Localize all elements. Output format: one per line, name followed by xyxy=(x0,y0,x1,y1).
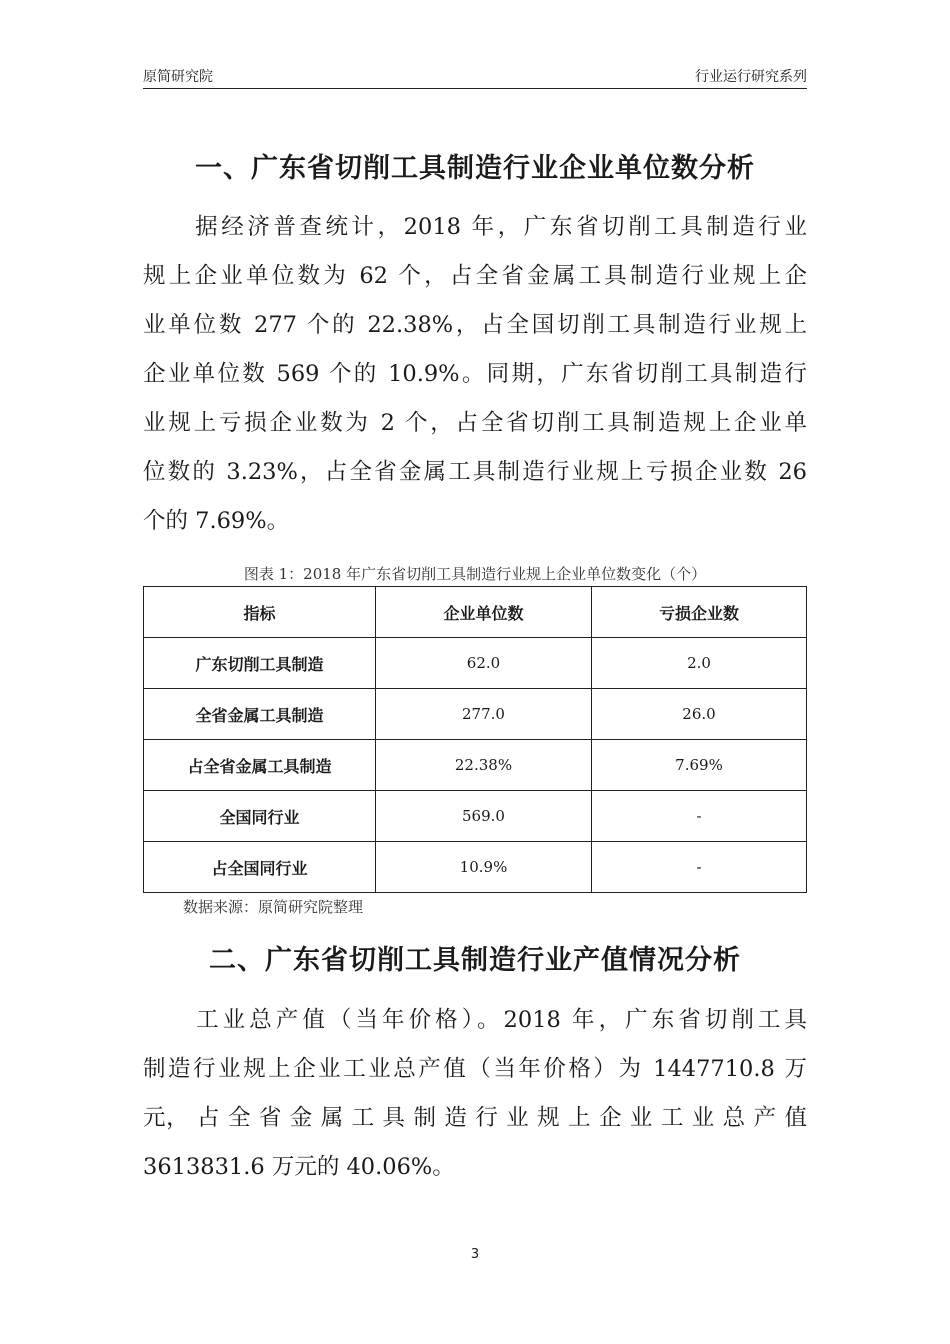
paragraph-line: 业规上亏损企业数为 2 个，占全省切削工具制造规上企业单 xyxy=(143,410,807,436)
paragraph-line: 业单位数 277 个的 22.38%，占全国切削工具制造行业规上 xyxy=(143,312,807,338)
paragraph-line: 企业单位数 569 个的 10.9%。同期，广东省切削工具制造行 xyxy=(143,361,807,387)
column-header-loss-count: 亏损企业数 xyxy=(592,587,807,638)
cell-enterprise-count: 10.9% xyxy=(376,842,592,893)
paragraph-line: 规上企业单位数为 62 个，占全省金属工具制造行业规上企 xyxy=(143,263,807,289)
enterprise-count-table xyxy=(143,586,807,893)
table-caption: 图表 1：2018 年广东省切削工具制造行业规上企业单位数变化（个） xyxy=(243,565,707,583)
table-row xyxy=(144,689,807,740)
paragraph-line: 位数的 3.23%，占全省金属工具制造行业规上亏损企业数 26 xyxy=(143,459,807,485)
paragraph-line: 元， 占 全 省 金 属 工 具 制 造 行 业 规 上 企 业 工 业 总 产 值 xyxy=(143,1105,807,1131)
row-label: 全国同行业 xyxy=(144,791,376,842)
table-row xyxy=(144,740,807,791)
cell-loss-count: 26.0 xyxy=(592,689,807,740)
cell-loss-count: - xyxy=(592,791,807,842)
section2-title: 二、广东省切削工具制造行业产值情况分析 xyxy=(209,945,741,976)
column-header-enterprise-count: 企业单位数 xyxy=(376,587,592,638)
section1-paragraph xyxy=(143,203,807,546)
header-org-name: 原简研究院 xyxy=(143,69,213,85)
cell-loss-count: - xyxy=(592,842,807,893)
paragraph-line: 工业总产值（当年价格）。2018 年，广东省切削工具 xyxy=(143,1007,807,1033)
column-header-indicator: 指标 xyxy=(144,587,376,638)
cell-loss-count: 2.0 xyxy=(592,638,807,689)
data-source-note: 数据来源：原简研究院整理 xyxy=(183,898,364,916)
page-number: 3 xyxy=(470,1247,480,1262)
paragraph-line: 制造行业规上企业工业总产值（当年价格）为 1447710.8 万 xyxy=(143,1056,807,1082)
row-label: 占全国同行业 xyxy=(144,842,376,893)
table-row xyxy=(144,791,807,842)
row-label: 全省金属工具制造 xyxy=(144,689,376,740)
table-row xyxy=(144,842,807,893)
table-row xyxy=(144,638,807,689)
section1-title: 一、广东省切削工具制造行业企业单位数分析 xyxy=(195,153,755,184)
paragraph-line: 3613831.6 万元的 40.06%。 xyxy=(143,1154,455,1180)
paragraph-line: 据经济普查统计，2018 年，广东省切削工具制造行业 xyxy=(143,214,807,240)
cell-enterprise-count: 569.0 xyxy=(376,791,592,842)
header-series-name: 行业运行研究系列 xyxy=(695,69,807,85)
section2-paragraph xyxy=(143,996,807,1192)
cell-enterprise-count: 62.0 xyxy=(376,638,592,689)
page-header xyxy=(143,64,807,89)
cell-enterprise-count: 277.0 xyxy=(376,689,592,740)
paragraph-line: 个的 7.69%。 xyxy=(143,508,290,534)
row-label: 广东切削工具制造 xyxy=(144,638,376,689)
row-label: 占全省金属工具制造 xyxy=(144,740,376,791)
cell-loss-count: 7.69% xyxy=(592,740,807,791)
cell-enterprise-count: 22.38% xyxy=(376,740,592,791)
table-header-row xyxy=(144,587,807,638)
